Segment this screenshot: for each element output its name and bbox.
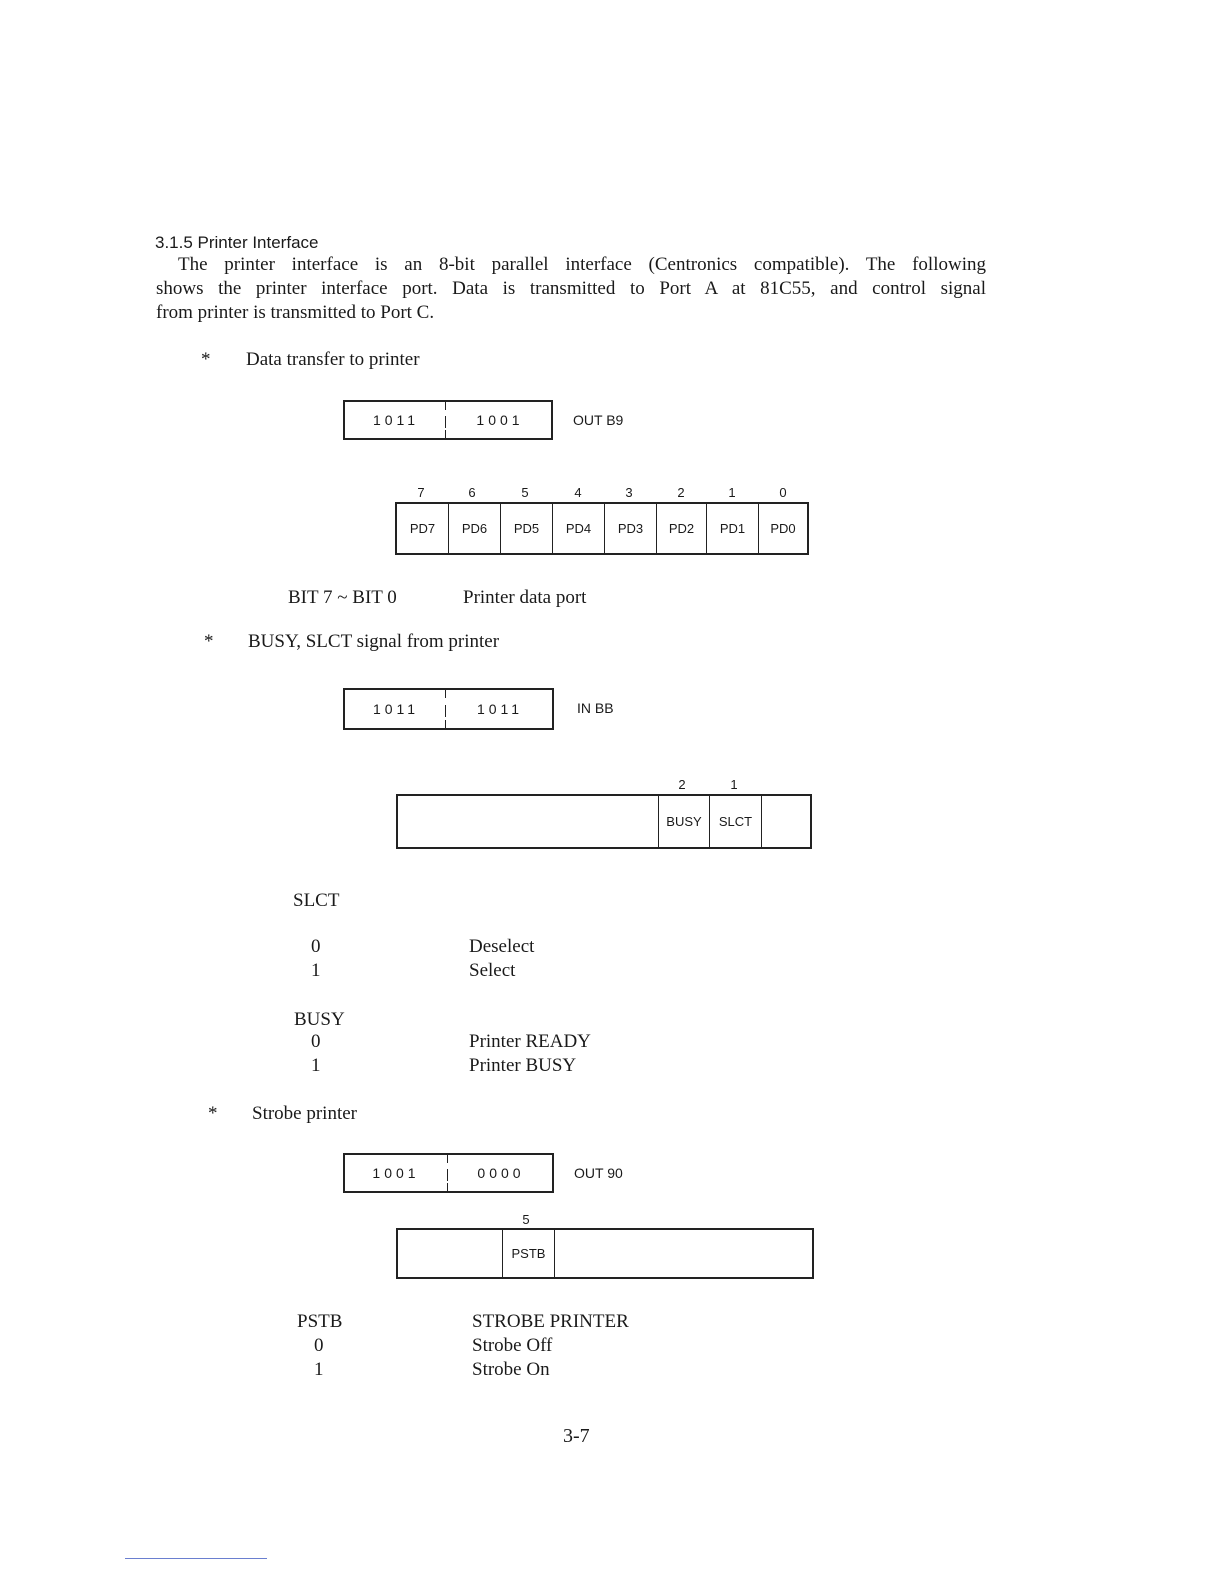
bit-number-5: 5 xyxy=(521,485,529,500)
pstb-heading: PSTB xyxy=(297,1311,343,1332)
bit-cell-unused xyxy=(398,1230,503,1277)
busy-meaning-0: Printer READY xyxy=(469,1031,591,1052)
footer-rule xyxy=(125,1558,267,1559)
register-in-bb xyxy=(343,688,554,730)
register-high-nibble: 1001 xyxy=(372,1165,420,1181)
bit-number-0: 0 xyxy=(779,485,787,500)
register-high-nibble: 1011 xyxy=(372,701,420,717)
bit-number-1: 1 xyxy=(728,485,736,500)
intro-line-3: from printer is transmitted to Port C. xyxy=(156,302,435,323)
register-label-in-bb: IN BB xyxy=(577,700,614,716)
pstb-description: STROBE PRINTER xyxy=(472,1311,629,1332)
register-low-nibble: 0000 xyxy=(477,1165,525,1181)
slct-meaning-0: Deselect xyxy=(469,936,535,957)
register-separator-top xyxy=(445,400,446,410)
bit-range-label: BIT 7 ~ BIT 0 xyxy=(288,587,397,608)
register-out-90 xyxy=(343,1153,554,1193)
bit-number-2: 2 xyxy=(677,485,685,500)
bit-cell-slct: SLCT xyxy=(710,796,762,847)
register-label-out-90: OUT 90 xyxy=(574,1165,623,1181)
data-transfer-title: Data transfer to printer xyxy=(246,349,420,370)
intro-line-1: The printer interface is an 8-bit parallel interface (Centronics compatible). The following xyxy=(178,254,986,275)
register-separator-bottom xyxy=(447,1183,448,1193)
slct-value-1: 1 xyxy=(311,960,321,981)
bit-cell-pd0: PD0 xyxy=(770,521,796,536)
bullet-busy-slct: * xyxy=(204,631,214,652)
register-out-b9 xyxy=(343,400,553,440)
busy-meaning-1: Printer BUSY xyxy=(469,1055,577,1076)
bit-number-6: 6 xyxy=(468,485,476,500)
register-separator-top xyxy=(447,1153,448,1163)
bit-cell-pd2: PD2 xyxy=(657,504,707,553)
bit-number-7: 7 xyxy=(417,485,425,500)
bit-number-5: 5 xyxy=(522,1212,530,1227)
section-heading: 3.1.5 Printer Interface xyxy=(155,233,319,252)
slct-heading: SLCT xyxy=(293,890,340,911)
bit-cell-pd3: PD3 xyxy=(605,504,657,553)
busy-value-0: 0 xyxy=(311,1031,321,1052)
register-high-nibble: 1011 xyxy=(372,412,420,428)
bit-number-3: 3 xyxy=(625,485,633,500)
register-separator-bottom xyxy=(445,430,446,440)
pstb-value-1: 1 xyxy=(314,1359,324,1380)
pstb-value-0: 0 xyxy=(314,1335,324,1356)
register-separator-bottom xyxy=(445,720,446,730)
busy-slct-bits xyxy=(396,794,812,849)
bit-cell-pd4: PD4 xyxy=(553,504,605,553)
pstb-meaning-0: Strobe Off xyxy=(472,1335,553,1356)
bit-number-1: 1 xyxy=(730,777,738,792)
busy-slct-title: BUSY, SLCT signal from printer xyxy=(248,631,500,652)
page-number: 3-7 xyxy=(563,1425,590,1447)
register-label-out-b9: OUT B9 xyxy=(573,412,624,428)
bit-cell-pd5: PD5 xyxy=(501,504,553,553)
register-separator-mid xyxy=(445,705,446,717)
bullet-strobe: * xyxy=(208,1103,218,1124)
bit-number-2: 2 xyxy=(678,777,686,792)
bit-range-description: Printer data port xyxy=(463,587,587,608)
bullet-data-transfer: * xyxy=(201,349,211,370)
bit-cell-pstb: PSTB xyxy=(503,1230,555,1277)
bit-number-4: 4 xyxy=(574,485,582,500)
register-separator-mid xyxy=(445,416,446,428)
pstb-meaning-1: Strobe On xyxy=(472,1359,550,1380)
bit-cell-pd6: PD6 xyxy=(449,504,501,553)
printer-data-port-bits xyxy=(395,502,809,555)
register-low-nibble: 1001 xyxy=(476,412,524,428)
bit-cell-unused xyxy=(762,796,810,847)
slct-meaning-1: Select xyxy=(469,960,516,981)
register-low-nibble: 1011 xyxy=(476,701,524,717)
bit-cell-unused xyxy=(398,796,659,847)
slct-value-0: 0 xyxy=(311,936,321,957)
busy-heading: BUSY xyxy=(294,1009,345,1030)
strobe-bits xyxy=(396,1228,814,1279)
register-separator-top xyxy=(445,688,446,698)
bit-cell-unused xyxy=(555,1230,812,1277)
bit-cell-busy: BUSY xyxy=(659,796,710,847)
register-separator-mid xyxy=(447,1169,448,1181)
intro-line-2: shows the printer interface port. Data is transmitted to Port A at 81C55, and control signal xyxy=(156,278,986,299)
bit-cell-pd7: PD7 xyxy=(397,504,449,553)
strobe-title: Strobe printer xyxy=(252,1103,358,1124)
bit-cell-pd1: PD1 xyxy=(707,504,759,553)
busy-value-1: 1 xyxy=(311,1055,321,1076)
